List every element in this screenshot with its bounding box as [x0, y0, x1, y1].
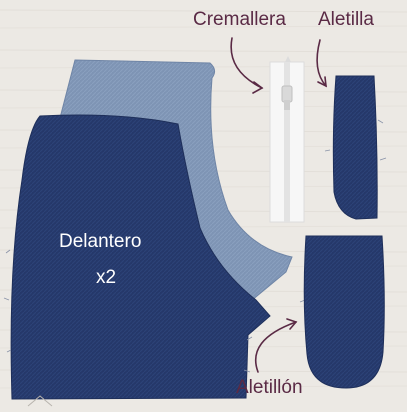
fly-piece	[333, 76, 377, 219]
label-quantity: x2	[96, 267, 117, 288]
label-aletillon: Aletillón	[236, 377, 303, 398]
fly-shield-piece	[304, 236, 384, 388]
label-aletilla: Aletilla	[318, 9, 374, 30]
label-cremallera: Cremallera	[193, 9, 286, 30]
zipper	[270, 56, 304, 222]
label-delantero: Delantero	[59, 231, 142, 252]
